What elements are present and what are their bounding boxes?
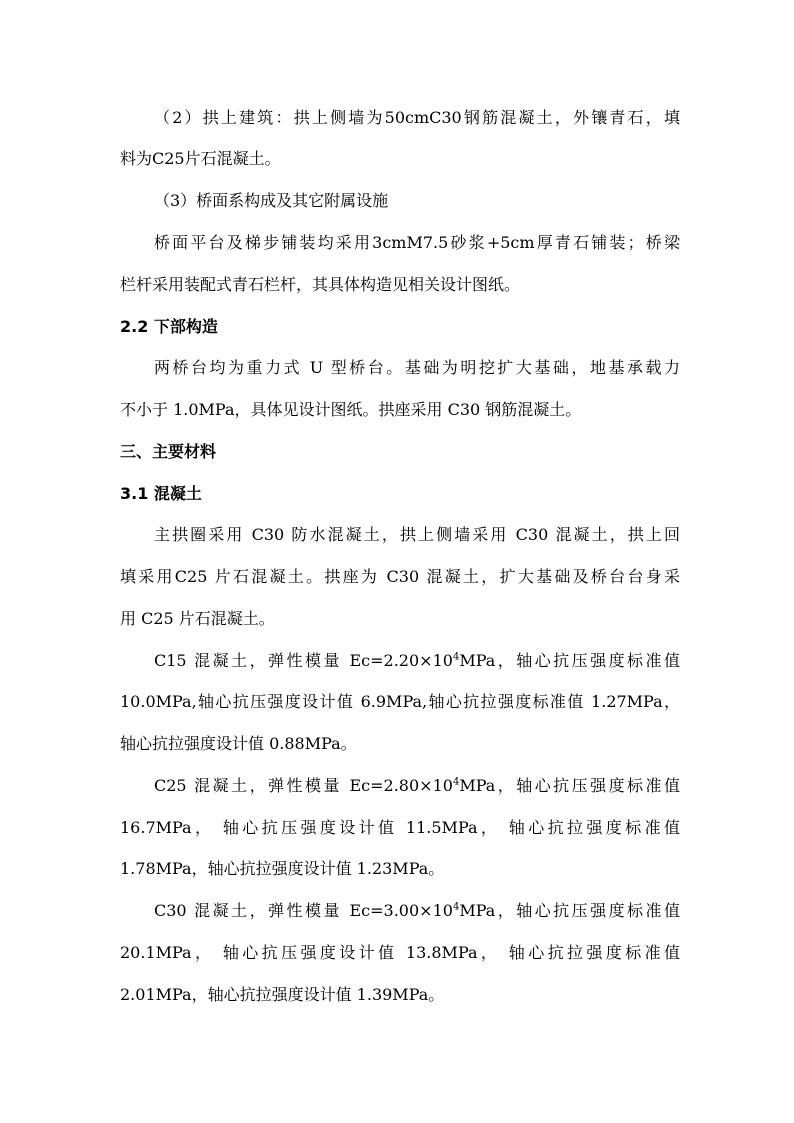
paragraph-line: 不小于 1.0MPa，具体见设计图纸。拱座采用 C30 钢筋混凝土。 [120,400,582,419]
superscript: 4 [452,776,460,788]
paragraph-line: 桥面平台及梯步铺装均采用3cmM7.5砂浆+5cm厚青石铺装；桥梁 [154,233,680,252]
paragraph-line: 两桥台均为重力式 U 型桥台。基础为明挖扩大基础，地基承载力 [154,358,680,377]
paragraph-line: 用 C25 片石混凝土。 [120,609,275,628]
paragraph-line: 10.0MPa,轴心抗压强度设计值 6.9MPa,轴心抗拉强度标准值 1.27MPa， [120,692,680,711]
paragraph-line: 轴心抗拉强度设计值 0.88MPa。 [120,734,357,753]
paragraph-line [154,651,680,671]
paragraph-line: （3）桥面系构成及其它附属设施 [154,191,389,210]
paragraph-line: 20.1MPa， 轴心抗压强度设计值 13.8MPa， 轴心抗拉强度标准值 [120,943,680,962]
text-run: MPa，轴心抗压强度标准值 [459,651,680,670]
superscript: 4 [452,651,460,663]
paragraph-line: （2）拱上建筑：拱上侧墙为50cmC30钢筋混凝土，外镶青石，填 [154,108,680,127]
text-run: MPa，轴心抗压强度标准值 [459,901,680,920]
paragraph-line: 1.78MPa，轴心抗拉强度设计值 1.23MPa。 [120,859,445,878]
text-run: MPa，轴心抗压强度标准值 [459,776,680,795]
paragraph-line [154,901,680,921]
paragraph-line: 2.01MPa，轴心抗拉强度设计值 1.39MPa。 [120,985,445,1004]
paragraph-line: 料为C25片石混凝土。 [120,149,281,168]
text-run: C15 混凝土，弹性模量 Ec=2.20×10 [154,651,453,670]
paragraph-line [154,776,680,796]
chapter-heading: 三、主要材料 [120,442,217,461]
text-run: C30 混凝土，弹性模量 Ec=3.00×10 [154,901,453,920]
paragraph-line: 主拱圈采用 C30 防水混凝土，拱上侧墙采用 C30 混凝土，拱上回 [154,525,680,544]
paragraph-line: 填采用C25 片石混凝土。拱座为 C30 混凝土，扩大基础及桥台台身采 [120,567,680,586]
paragraph-line: 栏杆采用装配式青石栏杆，其具体构造见相关设计图纸。 [120,275,521,294]
section-heading: 3.1 混凝土 [120,484,202,503]
section-heading: 2.2 下部构造 [120,317,218,336]
paragraph-line: 16.7MPa， 轴心抗压强度设计值 11.5MPa， 轴心抗拉强度标准值 [120,818,680,837]
text-run: C25 混凝土，弹性模量 Ec=2.80×10 [154,776,453,795]
superscript: 4 [452,901,460,913]
